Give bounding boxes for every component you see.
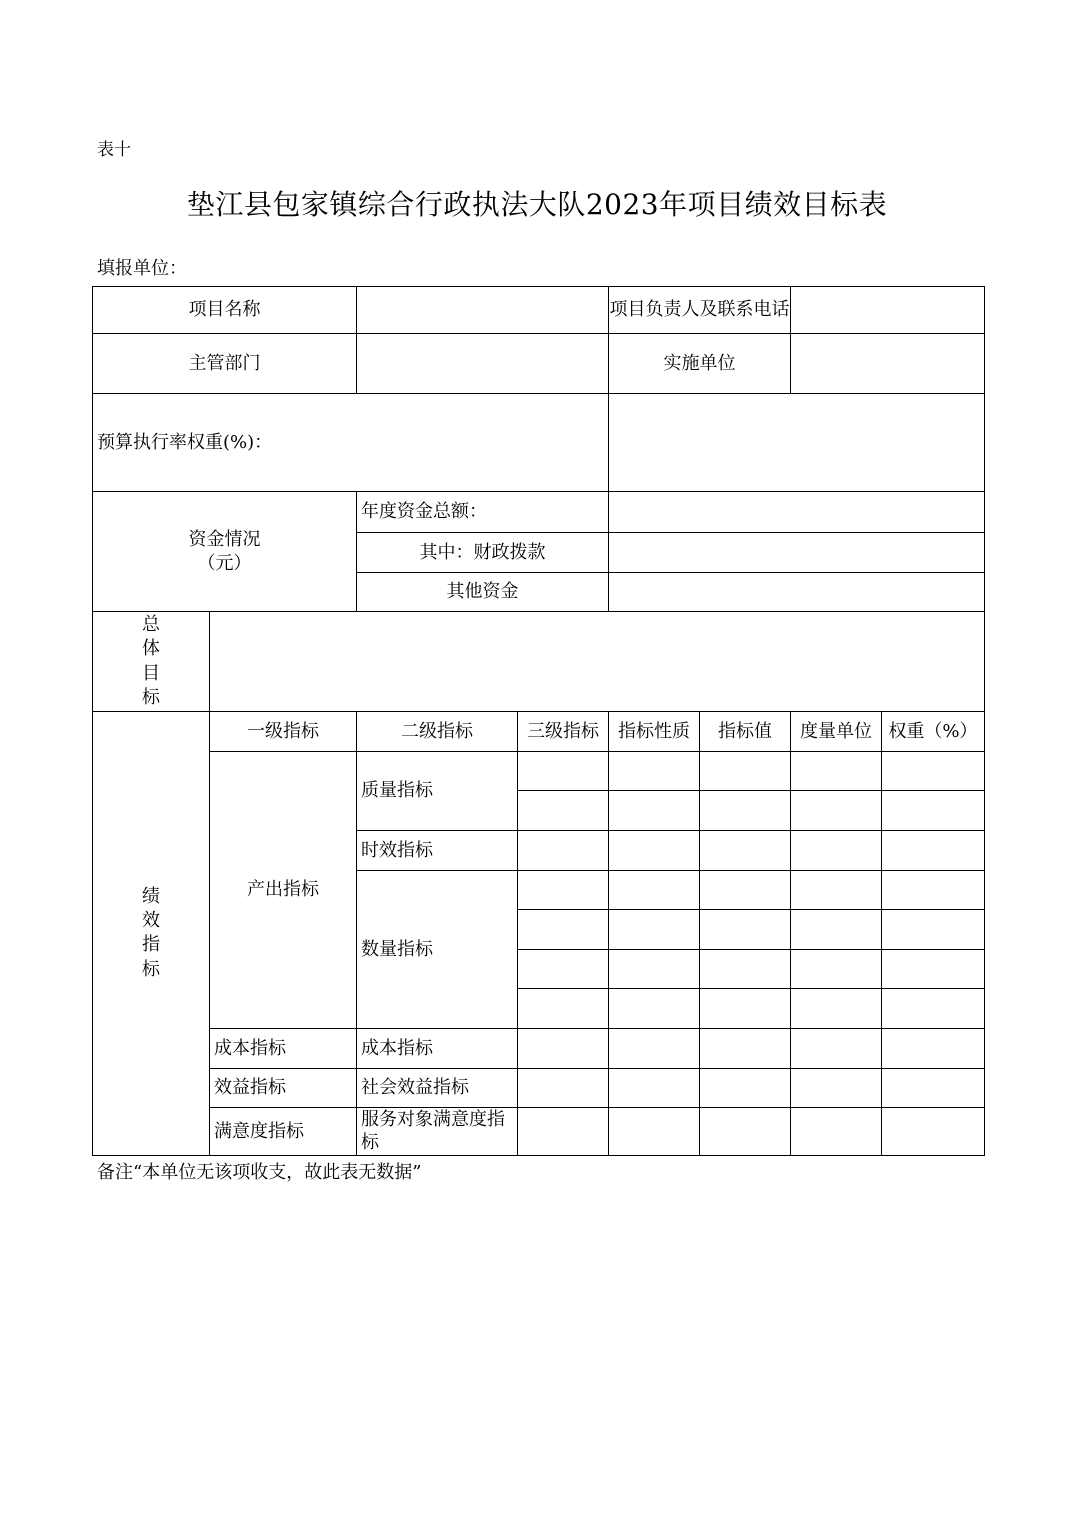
table-cell[interactable] [882,1029,985,1069]
header-level2: 二级指标 [357,712,518,752]
table-cell[interactable] [518,910,609,950]
quality-indicator-label: 质量指标 [357,752,518,831]
table-cell[interactable] [700,1069,791,1108]
table-cell[interactable] [700,1108,791,1156]
satisfaction-indicator-level1: 满意度指标 [210,1108,357,1156]
header-value: 指标值 [700,712,791,752]
funds-label-line1: 资金情况 [188,529,261,551]
table-cell[interactable] [791,831,882,871]
table-cell[interactable] [609,910,700,950]
table-cell[interactable] [791,1069,882,1108]
funds-total-value[interactable] [609,492,985,533]
contact-value[interactable] [791,287,985,334]
overall-goal-value[interactable] [210,612,985,712]
header-level3: 三级指标 [518,712,609,752]
table-cell[interactable] [609,1029,700,1069]
project-name-value[interactable] [357,287,609,334]
table-cell[interactable] [518,871,609,910]
overall-goal-label [93,612,210,712]
table-cell[interactable] [791,1108,882,1156]
overall-goal-char-4: 标 [142,686,160,708]
output-indicator-label: 产出指标 [210,752,357,1029]
performance-indicator-label [93,712,210,1156]
dept-value[interactable] [357,334,609,394]
table-cell[interactable] [882,910,985,950]
performance-char-4: 标 [142,958,160,980]
table-cell[interactable] [700,910,791,950]
table-cell[interactable] [700,791,791,831]
funds-other-value[interactable] [609,573,985,612]
table-cell[interactable] [700,950,791,989]
table-cell[interactable] [882,989,985,1029]
impl-unit-label: 实施单位 [609,334,791,394]
table-cell[interactable] [609,950,700,989]
table-cell[interactable] [518,752,609,791]
cost-indicator-level1: 成本指标 [210,1029,357,1069]
funds-other-label: 其他资金 [357,573,609,612]
table-cell[interactable] [700,831,791,871]
table-cell[interactable] [791,1029,882,1069]
funds-label-line2: （元） [197,552,252,574]
table-cell[interactable] [518,1029,609,1069]
benefit-indicator-level2: 社会效益指标 [357,1069,518,1108]
overall-goal-char-2: 体 [142,638,160,660]
table-cell[interactable] [518,989,609,1029]
table-cell[interactable] [609,989,700,1029]
table-cell[interactable] [700,1029,791,1069]
table-cell[interactable] [882,1069,985,1108]
performance-char-2: 效 [142,910,160,932]
table-cell[interactable] [882,871,985,910]
satisfaction-indicator-level2: 服务对象满意度指标 [357,1108,518,1156]
table-cell[interactable] [609,752,700,791]
table-cell[interactable] [609,831,700,871]
quantity-indicator-label: 数量指标 [357,871,518,1029]
table-cell[interactable] [791,989,882,1029]
table-cell[interactable] [518,791,609,831]
table-cell[interactable] [609,1069,700,1108]
funds-fiscal-value[interactable] [609,533,985,573]
cost-indicator-level2: 成本指标 [357,1029,518,1069]
table-cell[interactable] [518,1069,609,1108]
table-cell[interactable] [882,950,985,989]
table-cell[interactable] [882,791,985,831]
header-nature: 指标性质 [609,712,700,752]
funds-fiscal-label: 其中：财政拨款 [357,533,609,573]
remark-note: 备注“本单位无该项收支，故此表无数据” [97,1162,422,1183]
table-number: 表十 [97,140,131,160]
impl-unit-value[interactable] [791,334,985,394]
table-cell[interactable] [700,989,791,1029]
header-weight: 权重（%） [882,712,985,752]
performance-goal-table [92,286,985,1156]
header-unit: 度量单位 [791,712,882,752]
performance-char-3: 指 [142,934,160,956]
table-cell[interactable] [609,791,700,831]
table-cell[interactable] [882,831,985,871]
funds-total-label: 年度资金总额： [357,492,609,533]
performance-char-1: 绩 [142,885,160,907]
table-cell[interactable] [700,752,791,791]
contact-label: 项目负责人及联系电话 [609,287,791,334]
dept-label: 主管部门 [93,334,357,394]
table-cell[interactable] [791,752,882,791]
table-cell[interactable] [700,871,791,910]
table-cell[interactable] [518,1108,609,1156]
table-cell[interactable] [609,871,700,910]
table-cell[interactable] [882,752,985,791]
table-cell[interactable] [882,1108,985,1156]
overall-goal-char-1: 总 [142,613,160,635]
table-cell[interactable] [518,950,609,989]
budget-rate-label: 预算执行率权重(%)： [93,394,609,492]
benefit-indicator-level1: 效益指标 [210,1069,357,1108]
table-cell[interactable] [791,871,882,910]
table-cell[interactable] [609,1108,700,1156]
table-cell[interactable] [791,791,882,831]
timeliness-indicator-label: 时效指标 [357,831,518,871]
document-title: 垫江县包家镇综合行政执法大队2023年项目绩效目标表 [186,188,888,221]
header-level1: 一级指标 [210,712,357,752]
table-cell[interactable] [518,831,609,871]
table-cell[interactable] [791,910,882,950]
budget-rate-value[interactable] [609,394,985,492]
fill-unit-label: 填报单位： [97,258,187,279]
project-name-label: 项目名称 [93,287,357,334]
funds-label [93,492,357,612]
table-cell[interactable] [791,950,882,989]
overall-goal-char-3: 目 [142,662,160,684]
